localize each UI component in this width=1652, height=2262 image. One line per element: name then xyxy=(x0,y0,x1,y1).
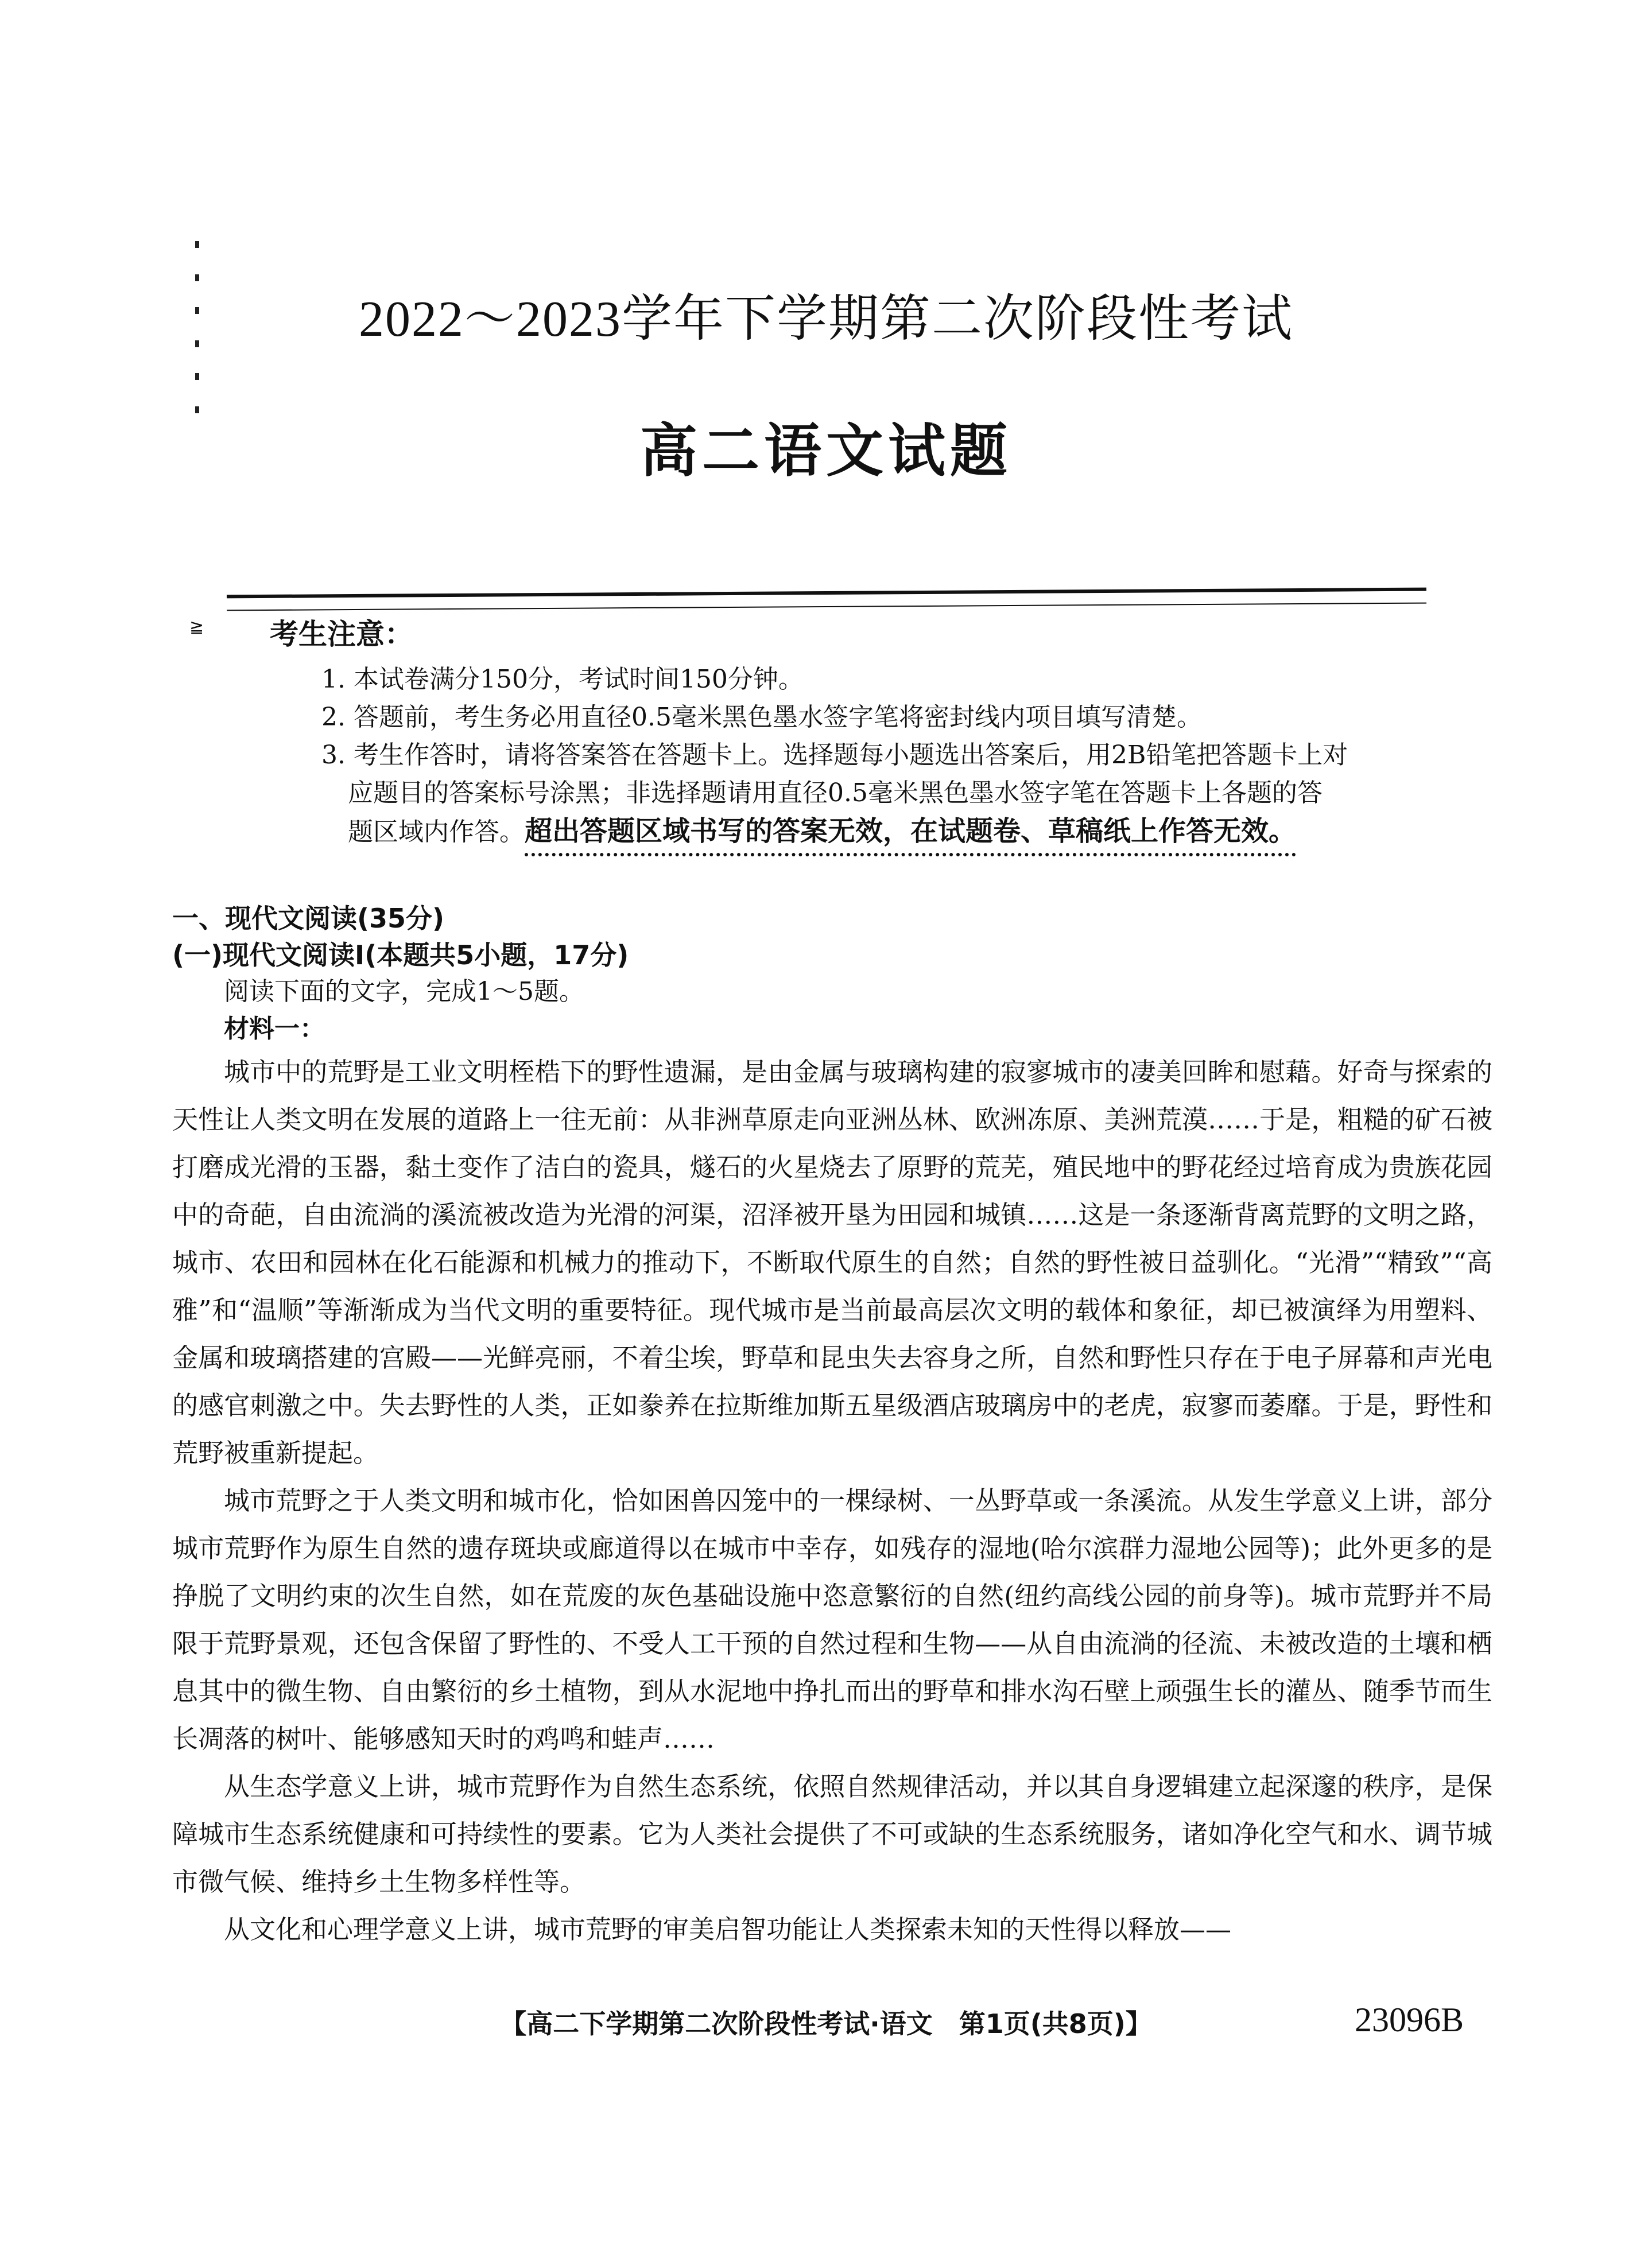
exam-title: 2022～2023学年下学期第二次阶段性考试 xyxy=(358,292,1293,347)
notice-item-3 xyxy=(321,736,1475,851)
title-divider xyxy=(227,588,1426,611)
paragraph: 城市中的荒野是工业文明桎梏下的野性遗漏，是由金属与玻璃构建的寂寥城市的凄美回眸和慰藉。好奇与探索的天性让人类文明在发展的道路上一往无前：从非洲草原走向亚洲丛林、欧洲冻原、美洲荒漠……于是，粗糙的矿石被打磨成光滑的玉器，黏土变作了洁白的瓷具，燧石的火星烧去了原野的荒芜，殖民地中的野花经过培育成为贵族花园中的奇葩，自由流淌的溪流被改造为光滑的河渠，沼泽被开垦为田园和城镇……这是一条逐渐背离荒野的文明之路，城市、农田和园林在化石能源和机械力的推动下，不断取代原生的自然；自然的野性被日益驯化。“光滑”“精致”“高雅”和“温顺”等渐渐成为当代文明的重要特征。现代城市是当前最高层次文明的载体和象征，却已被演绎为用塑料、金属和玻璃搭建的宫殿——光鲜亮丽，不着尘埃，野草和昆虫失去容身之所，自然和野性只存在于电子屏幕和声光电的感官刺激之中。失去野性的人类，正如豢养在拉斯维加斯五星级酒店玻璃房中的老虎，寂寥而萎靡。于是，野性和荒野被重新提起。 xyxy=(172,1057,1492,1468)
paragraph: 城市荒野之于人类文明和城市化，恰如困兽囚笼中的一棵绿树、一丛野草或一条溪流。从发生学意义上讲，部分城市荒野作为原生自然的遗存斑块或廊道得以在城市中幸存，如残存的湿地(哈尔滨群力湿地公园等)；此外更多的是挣脱了文明约束的次生自然，如在荒废的灰色基础设施中恣意繁衍的自然(纽约高线公园的前身等)。城市荒野并不局限于荒野景观，还包含保留了野性的、不受人工干预的自然过程和生物——从自由流淌的径流、未被改造的土壤和栖息其中的微生物、自由繁衍的乡土植物，到从水泥地中挣扎而出的野草和排水沟石壁上顽强生长的灌丛、随季节而生长凋落的树叶、能够感知天时的鸡鸣和蛙声…… xyxy=(172,1485,1492,1754)
subject-title: 高二语文试题 xyxy=(640,417,1012,484)
material-label: 材料一： xyxy=(224,1014,325,1043)
notice-item-3-line-3 xyxy=(321,812,1475,851)
paragraph: 从生态学意义上讲，城市荒野作为自然生态系统，依照自然规律活动，并以其自身逻辑建立起深邃的秩序，是保障城市生态系统健康和可持续性的要素。它为人类社会提供了不可或缺的生态系统服务，诸如净化空气和水、调节城市微气候、维持乡土生物多样性等。 xyxy=(172,1771,1492,1897)
notice-item-3-line-2: 应题目的答案标号涂黑；非选择题请用直径0.5毫米黑色墨水签字笔在答题卡上各题的答 xyxy=(348,778,1323,808)
section-heading: 一、现代文阅读(35分) xyxy=(172,903,445,934)
notice-heading: 考生注意： xyxy=(270,618,413,651)
notice-item-1: 1. 本试卷满分150分，考试时间150分钟。 xyxy=(321,665,804,694)
section-subheading: (一)现代文阅读Ⅰ(本题共5小题，17分) xyxy=(172,940,629,971)
reading-section xyxy=(172,900,1492,1953)
paragraph: 从文化和心理学意义上讲，城市荒野的审美启智功能让人类探索未知的天性得以释放—— xyxy=(224,1914,1232,1945)
side-mark: ≧ xyxy=(189,617,204,637)
page-footer: 【高二下学期第二次阶段性考试·语文 第1页(共8页)】 xyxy=(500,2008,1152,2039)
notice-emphasis: 超出答题区域书写的答案无效，在试题卷、草稿纸上作答无效。 xyxy=(525,815,1297,847)
notice-item-3-line-1: 3. 考生作答时，请将答案答在答题卡上。选择题每小题选出答案后，用2B铅笔把答题卡上对 xyxy=(321,740,1348,770)
notice-item-2: 2. 答题前，考生务必用直径0.5毫米黑色墨水签字笔将密封线内项目填写清楚。 xyxy=(321,703,1202,732)
candidate-notice xyxy=(270,611,1475,851)
paper-code: 23096B xyxy=(1355,2001,1464,2039)
notice-item-3-tail: 题区域内作答。 xyxy=(348,817,525,847)
section-instruction: 阅读下面的文字，完成1～5题。 xyxy=(224,977,584,1006)
